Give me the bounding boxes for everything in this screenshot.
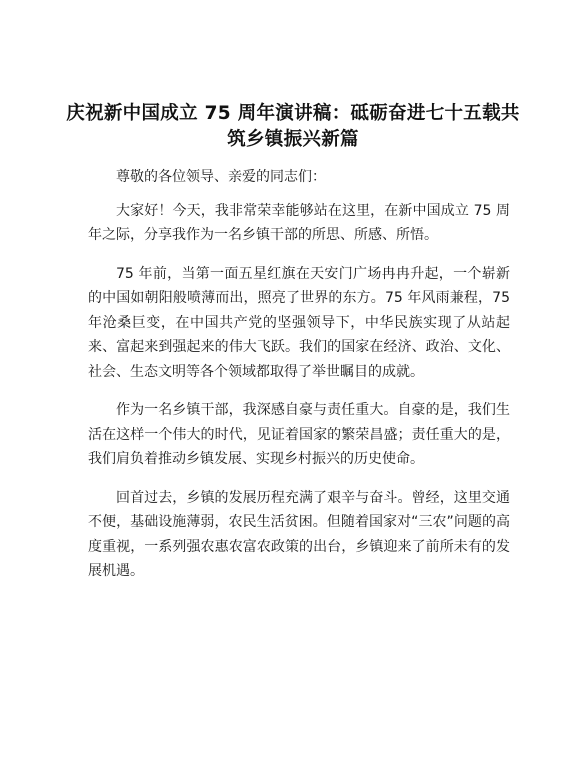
- salutation: 尊敬的各位领导、亲爱的同志们：: [116, 169, 326, 185]
- document-title: 庆祝新中国成立 75 周年演讲稿：砥砺奋进七十五载共筑乡镇振兴新篇: [66, 103, 520, 150]
- paragraph-responsibility: 作为一名乡镇干部，我深感自豪与责任重大。自豪的是，我们生活在这样一个伟大的时代，见证着国家的繁荣昌盛；责任重大的是，我们肩负着推动乡镇发展、实现乡村振兴的历史使命。: [88, 402, 510, 467]
- paragraph-review: 回首过去，乡镇的发展历程充满了艰辛与奋斗。曾经，这里交通不便，基础设施薄弱，农民生活贫困。但随着国家对“三农”问题的高度重视，一系列强农惠农富农政策的出台，乡镇迎来了前所未有的发展机遇。: [88, 489, 510, 579]
- document-body: [88, 165, 510, 598]
- paragraph-greeting: 大家好！今天，我非常荣幸能够站在这里，在新中国成立 75 周年之际，分享我作为一名乡镇干部的所思、所感、所悟。: [88, 202, 510, 243]
- paragraph-history: 75 年前，当第一面五星红旗在天安门广场冉冉升起，一个崭新的中国如朝阳般喷薄而出，照亮了世界的东方。75 年风雨兼程，75 年沧桑巨变，在中国共产党的坚强领导下，中华民族实现了从站起来、富起来到强起来的伟大飞跃。我们的国家在经济、政治、文化、社会、生态文明等各个领域都取得了举世瞩目的成就。: [88, 265, 510, 380]
